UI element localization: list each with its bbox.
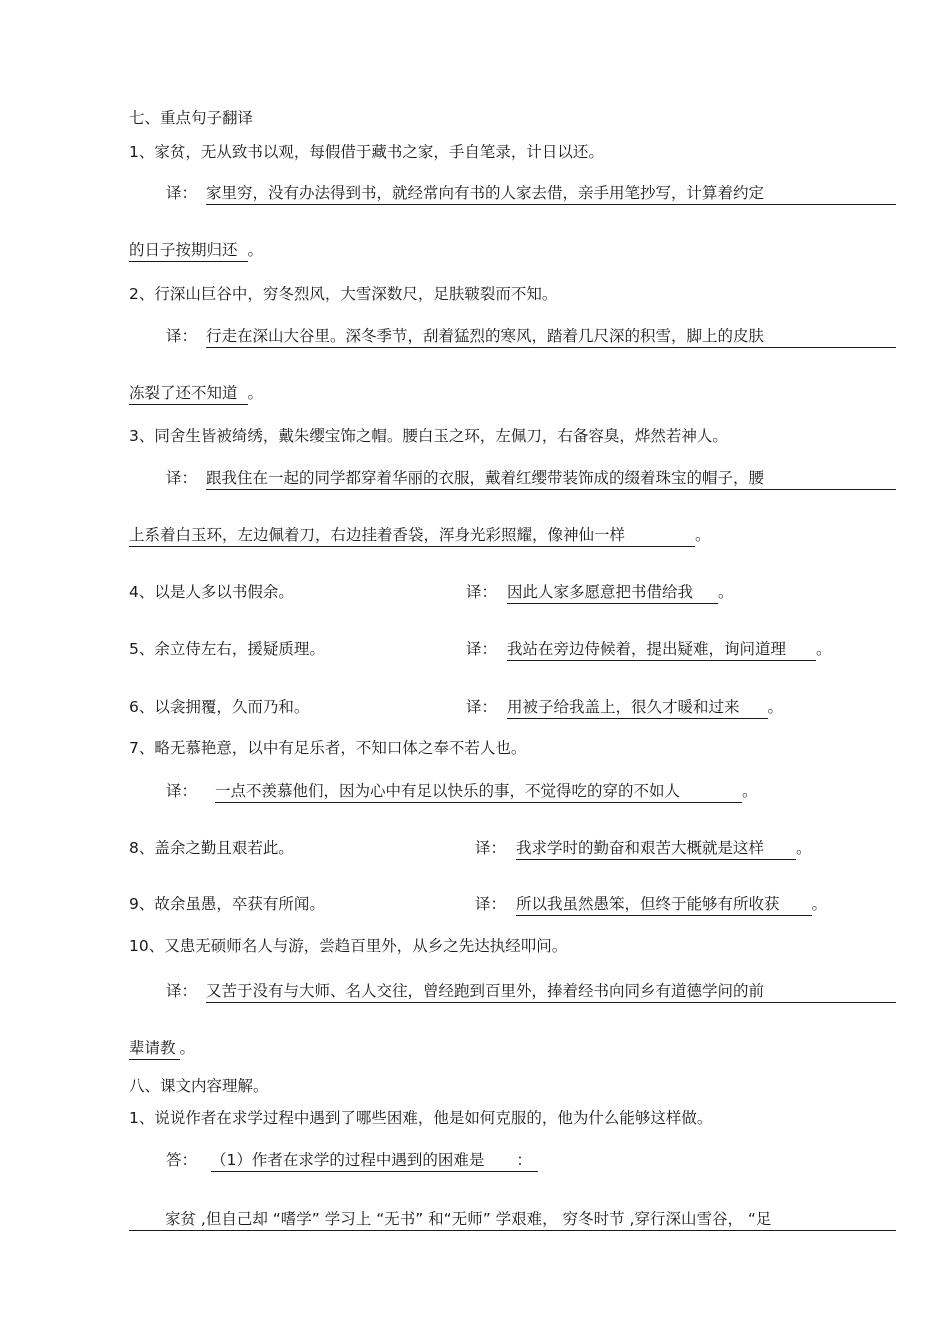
sentence-10-translation-line1: 又苦于没有与大师、名人交往，曾经跑到百里外，捧着经书向同乡有道德学问的前 xyxy=(206,981,896,1003)
sentence-4-translation: 译： 因此人家多愿意把书借给我 。 xyxy=(466,582,734,604)
sentence-6-original: 6、以衾拥覆，久而乃和。 xyxy=(129,698,310,716)
sentence-3-translation-line2: 上系着白玉环，左边佩着刀，右边挂着香袋，浑身光彩照耀，像神仙一样 。 xyxy=(129,525,711,547)
answer-1-text: 家贫 ,但自己却 “嗜学” 学习上 “无书” 和“无师” 学艰难， 穷冬时节 ,穿行深山雪谷， “足 xyxy=(129,1209,896,1231)
sentence-8-original: 8、盖余之勤且艰若此。 xyxy=(129,839,294,857)
translate-label: 译： xyxy=(166,469,198,487)
sentence-1-translation-line2: 的日子按期归还 。 xyxy=(129,240,263,262)
sentence-10-original: 10、又患无硕师名人与游，尝趋百里外，从乡之先达执经叩问。 xyxy=(129,937,568,955)
sentence-2-translation-line2: 冻裂了还不知道 。 xyxy=(129,383,263,405)
sentence-8-translation: 译： 我求学时的勤奋和艰苦大概就是这样 。 xyxy=(475,838,812,860)
sentence-6-translation: 译： 用被子给我盖上，很久才暖和过来 。 xyxy=(466,697,783,719)
sentence-3-original: 3、同舍生皆被绮绣，戴朱缨宝饰之帽。腰白玉之环，左佩刀，右备容臭，烨然若神人。 xyxy=(129,427,728,445)
section-7-heading: 七、重点句子翻译 xyxy=(129,109,254,127)
sentence-10-translation-line2: 辈请教 。 xyxy=(129,1038,195,1060)
sentence-9-translation: 译： 所以我虽然愚笨，但终于能够有所收获 。 xyxy=(475,894,827,916)
sentence-1-original: 1、家贫，无从致书以观，每假借于藏书之家，手自笔录，计日以还。 xyxy=(129,143,604,161)
sentence-7-original: 7、略无慕艳意，以中有足乐者，不知口体之奉不若人也。 xyxy=(129,739,527,757)
translate-label: 译： xyxy=(166,982,198,1000)
sentence-5-original: 5、余立侍左右，援疑质理。 xyxy=(129,640,325,658)
section-8-heading: 八、课文内容理解。 xyxy=(129,1077,269,1095)
sentence-3-translation-line1: 跟我住在一起的同学都穿着华丽的衣服，戴着红缨带装饰成的缀着珠宝的帽子，腰 xyxy=(206,468,896,490)
sentence-2-translation-line1: 行走在深山大谷里。深冬季节，刮着猛烈的寒风，踏着几尺深的积雪，脚上的皮肤 xyxy=(206,326,896,348)
translate-label: 译： xyxy=(166,327,198,345)
sentence-5-translation: 译： 我站在旁边侍候着，提出疑难，询问道理 。 xyxy=(466,639,832,661)
sentence-4-original: 4、以是人多以书假余。 xyxy=(129,583,294,601)
comprehension-question-1: 1、说说作者在求学过程中遇到了哪些困难，他是如何克服的，他为什么能够这样做。 xyxy=(129,1109,713,1127)
sentence-7-translation: 译： 一点不羡慕他们，因为心中有足以快乐的事，不觉得吃的穿的不如人 。 xyxy=(166,781,758,803)
sentence-1-translation-line1: 家里穷，没有办法得到书，就经常向有书的人家去借，亲手用笔抄写，计算着约定 xyxy=(206,183,896,205)
sentence-9-original: 9、故余虽愚，卒获有所闻。 xyxy=(129,895,325,913)
sentence-2-original: 2、行深山巨谷中，穷冬烈风，大雪深数尺，足肤皲裂而不知。 xyxy=(129,285,558,303)
answer-1-intro: 答： （1）作者在求学的过程中遇到的困难是 ： xyxy=(166,1150,538,1172)
translate-label: 译： xyxy=(166,184,198,202)
